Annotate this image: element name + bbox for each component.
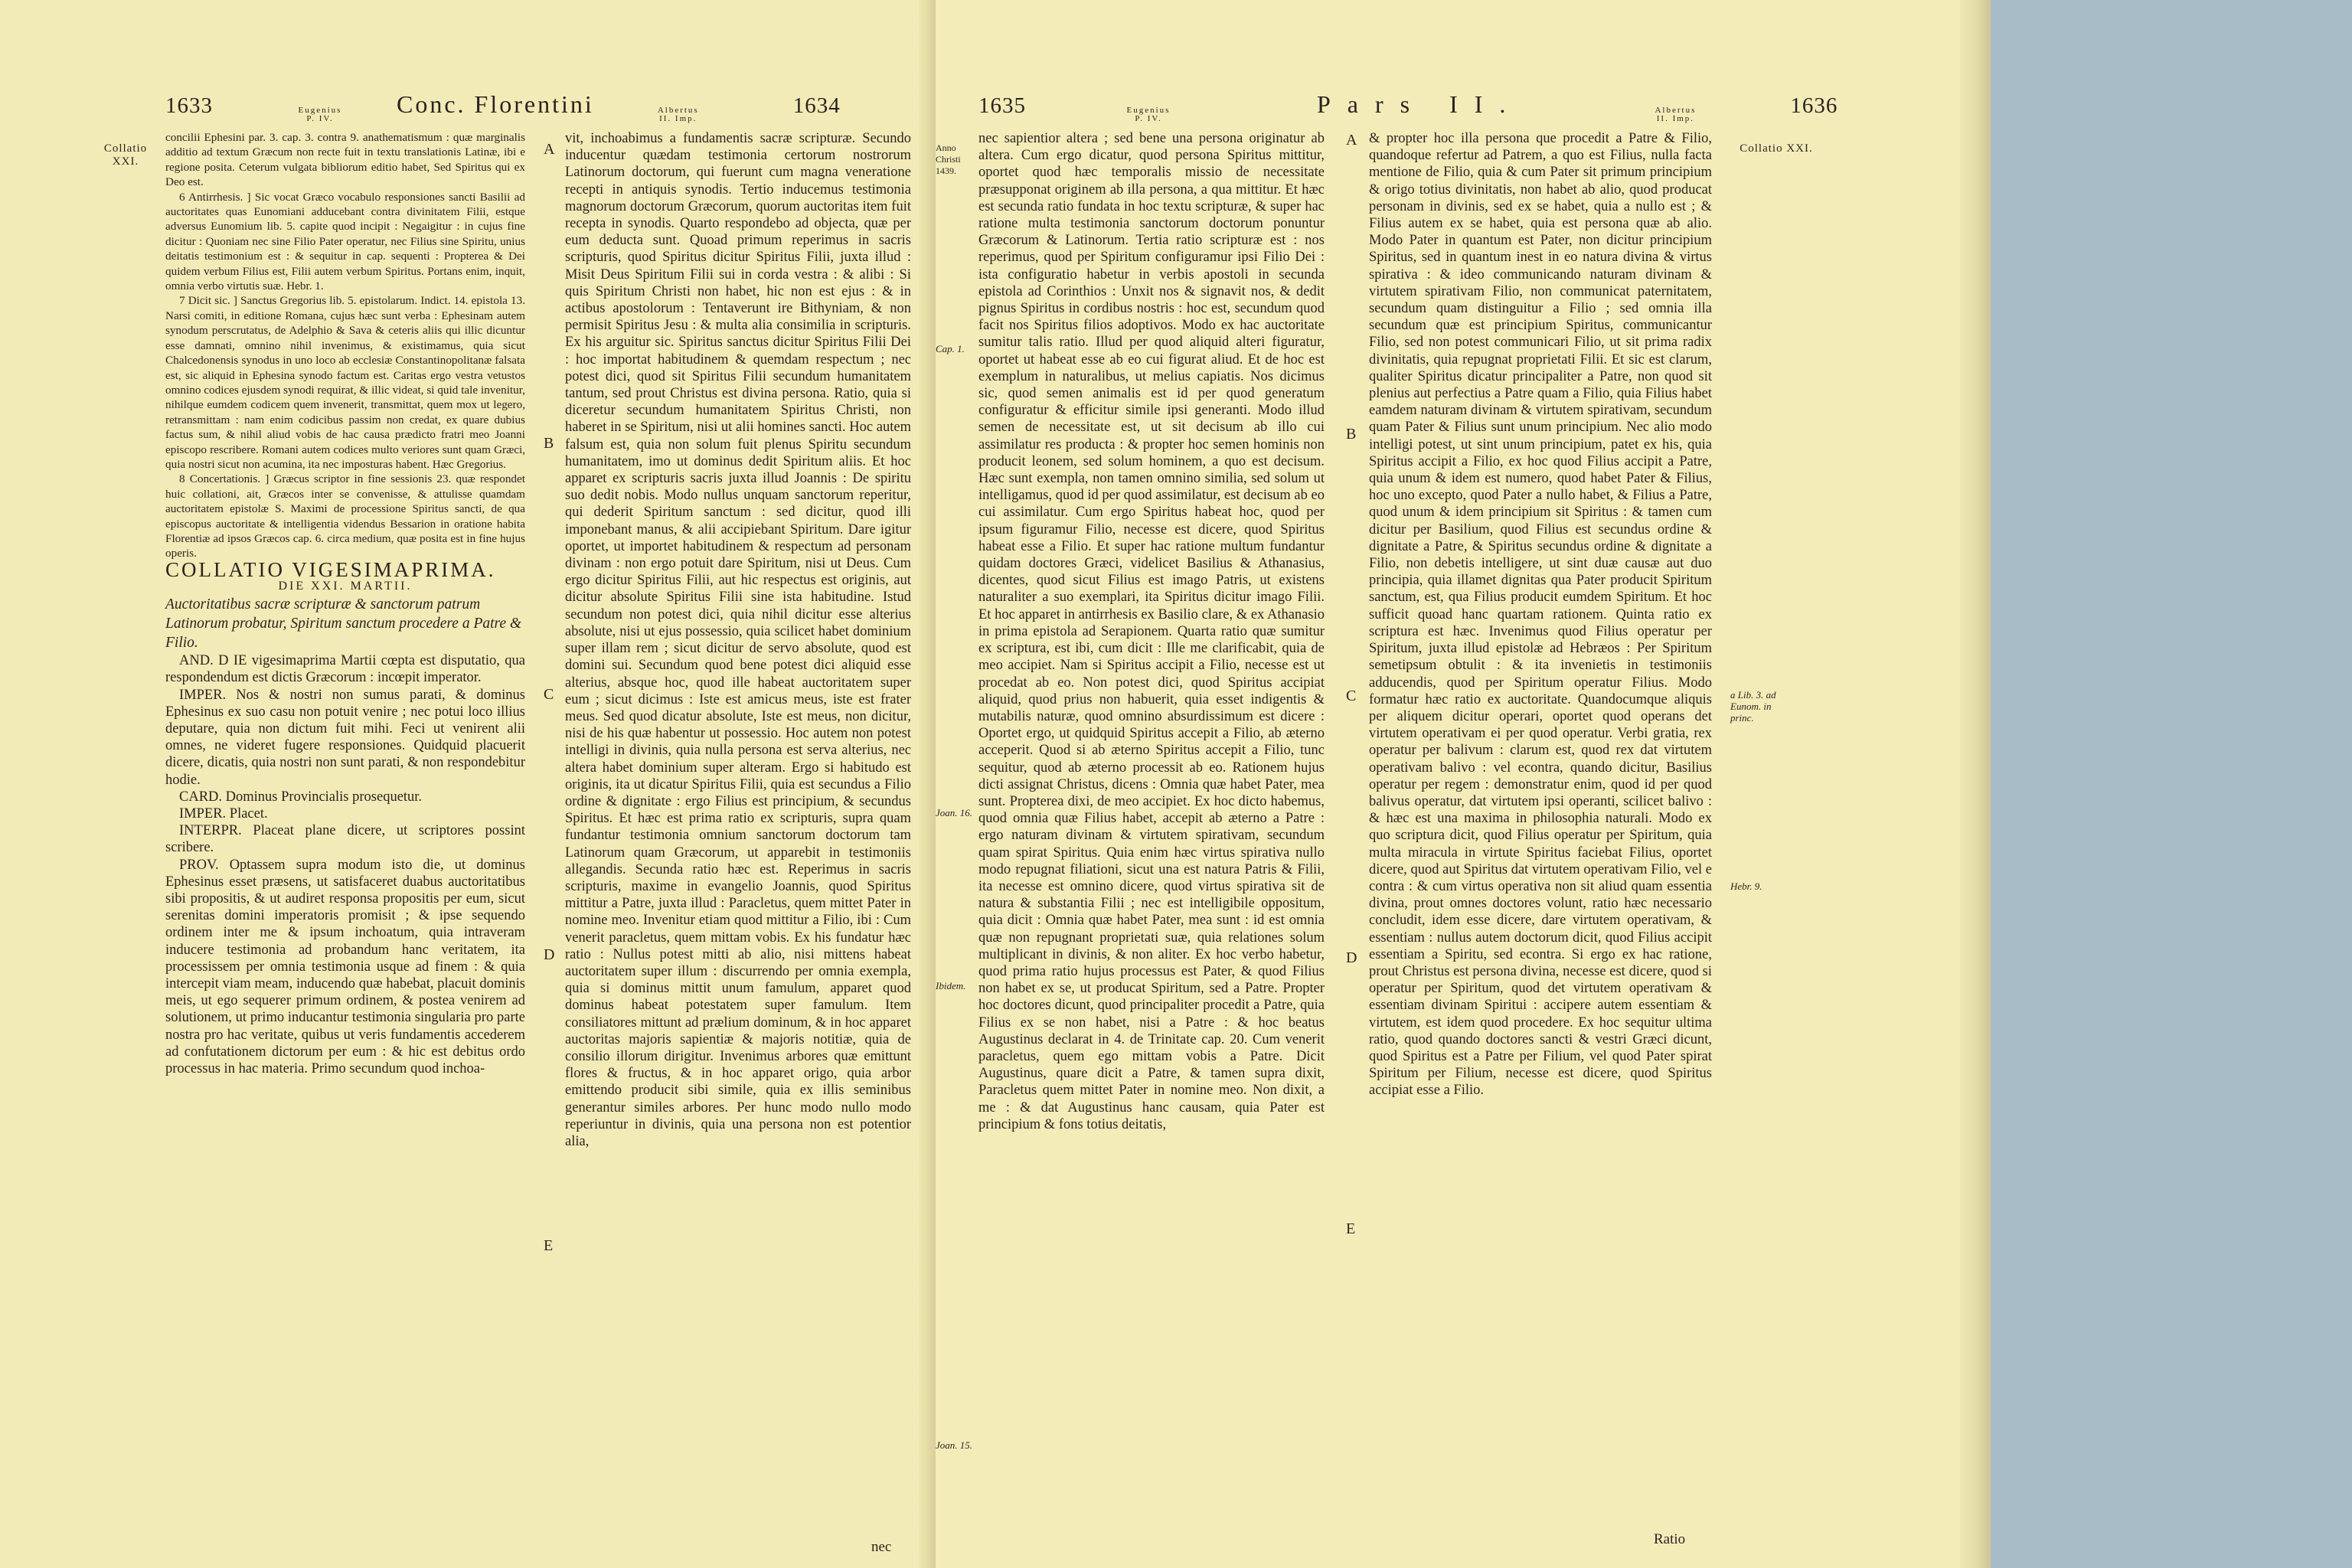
col-letter-a: A bbox=[544, 141, 555, 158]
margin-ref-joan16: Joan. 16. bbox=[936, 807, 973, 818]
page-edge bbox=[1960, 0, 1991, 1568]
margin-collatio-label-right: Collatio XXI. bbox=[1740, 142, 1813, 155]
running-head-title: Conc. Florentini bbox=[397, 90, 594, 118]
paragraph-and: AND. D IE vigesimaprima Martii cœpta est disputatio, qua respondendum est dictis Græcorum : incœpit imperator. bbox=[165, 653, 525, 686]
footnote-8: 8 Concertationis. ] Græcus scriptor in fine sessionis 23. quæ respondet huic collationi, ait, Græcos inter se convenisse, & attulisse quamdam auctoritatem epistolæ S. Maximi de processione Spiritus sancti, de qua episcopus auctoritate & intelligentia videndus Bessarion in oratione habita Florentiæ ad ipsos Græcos cap. 6. circa medium, quæ posita est in fine hujus operis. bbox=[165, 472, 525, 560]
col-letter-c-right: C bbox=[1346, 688, 1357, 704]
catchword-right: Ratio bbox=[1654, 1531, 1686, 1547]
left-running-head bbox=[165, 90, 841, 123]
margin-ref-hebr9: Hebr. 9. bbox=[1730, 880, 1762, 892]
running-head-emperor: Albertus II. Imp. bbox=[657, 106, 699, 123]
margin-ref-cap1: Cap. 1. bbox=[936, 343, 965, 354]
paragraph-prov: PROV. Optassem supra modum isto die, ut dominus Ephesinus esset præsens, ut satisfaceret duabus auctoritatibus sibi propositis, & ut audiret responsa propositis per eum, sicut serenitas domini imperatoris promisit ; & ipse sequendo ordinem inter me & ipsum inchoatum, quia intraveram inducere testimonia ad probandum hanc veritatem, ita processissem per omnia testimonia usque ad finem : & quia intercepit viam meam, inducendo quæ habebat, placuit dominis meis, ut ego sequerer primum ordinem, & postea venirem ad solutionem, ut primo inducantur testimonia singularia pro parte nostra pro hac veritate, quibus ut veris fundamentis accederem ad confutationem dictorum per eum : & hic est debitus ordo processus in hac materia. Primo secundum quod inchoa- bbox=[165, 857, 525, 1077]
catchword-left: nec bbox=[871, 1539, 892, 1555]
page-number-1636: 1636 bbox=[1790, 93, 1838, 118]
margin-anno-christi: Anno Christi 1439. bbox=[936, 142, 961, 176]
col-letter-b-right: B bbox=[1346, 426, 1357, 443]
col-letter-d-right: D bbox=[1346, 949, 1357, 966]
paragraph-imper-2: IMPER. Placet. bbox=[179, 806, 268, 822]
running-head-emperor-right: Albertus II. Imp. bbox=[1655, 106, 1697, 123]
right-page bbox=[936, 0, 1977, 1568]
page-number-1635: 1635 bbox=[978, 93, 1026, 118]
paragraph-col2: vit, inchoabimus a fundamentis sacræ scripturæ. Secundo inducentur quædam testimonia certorum nostrorum Latinorum doctorum, qui fuerunt cum magna veneratione recepti in antiquis synodis. Tertio inducemus testimonia magnorum doctorum Græcorum, quorum auctoritas item fuit recepta in synodis. Quarto respondebo ad objecta, quæ per eum deducta sunt. Quoad primum reperimus in sacris scripturis, quod Spiritus dicitur Spiritus Filii, juxta illud : Misit Deus Spiritum Filii sui in corda vestra : & alibi : Si quis Spiritum Christi non habet, hic non est ejus : & in actibus apostolorum : Tentaverunt ire Bithyniam, & non permisit Spiritus Jesu : & multa alia consimilia in scripturis. Ex his arguitur sic. Spiritus sanctus dicitur Spiritus Filii Dei : hoc importat habitudinem & quemdam respectum ; nec potest dici, quod sit Spiritus Filii secundum humanitatem tantum, sed prout Christus est divina persona. Ratio, quia si diceretur secundum humanitatem Spiritus Christi, non haberet in se Spiritum, nisi ut alii homines sancti. Hoc autem falsum est, quia non solum fuit plenus Spiritu secundum humanitatem, imo ut dominus dedit Spiritum aliis. Et hoc apparet ex scripturis sacris juxta illud Joannis : De spiritu suo dedit nobis. Modo nullus unquam sanctorum reperitur, qui dederit Spiritum sanctum : sed dicitur, quod illi imponebant manus, & alii accipiebant Spiritum. Dare igitur oportet, ut importet habitudinem & respectum ad personam divinam : non ergo potuit dare Spiritum, nisi ut Deus. Cum ergo dicitur Spiritus Filii, aut hic respectus est originis, aut dicitur absolute Spiritus Filii sine ista habitudine. Istud secundum non potest dici, quia nihil dicitur esse alterius absolute, nisi ut ejus possessio, quia scilicet habet dominium super illam rem ; sicut dicitur de servo absolute, quod est domini sui. Secundum quod bene potest dici aliquid esse alterius, absque hoc, quod ille habeat auctoritatem super eum ; sicut dicimus : Iste est amicus meus, iste est frater meus. Sed quod dicatur absolute, Iste est meus, non dicitur, nisi de his quæ habentur ut possessio. Hoc autem non potest intelligi in divinis, quia nulla persona est serva alterius, nec altera habet dominium super alteram. Ergo si habitudo est originis, ita ut dicatur Spiritus Filii, quia est secundus a Filio ordine & dignitate : ergo Filius est principium, & secundus Spiritus. Et hæc est prima ratio ex scripturis, supra quam fundantur testimonia omnium sanctorum doctorum tam Latinorum quam Græcorum, ut apparebit in testimoniis allegandis. Secunda ratio hæc est. Reperimus in sacris scripturis, maxime in evangelio Joannis, quod Spiritus mittitur a Patre, juxta illud : Paracletus, quem mittet Pater in nomine meo. Invenitur etiam quod mittitur a Filio, ibi : Cum venerit paracletus, quem mittam vobis. Ex his fundatur hæc ratio : Nullus potest mitti ab alio, nisi mittens habeat auctoritatem super illum : discurrendo per omnia exempla, quia si dominus mittit unum famulum, apparet quod dominus habeat potestatem super famulum. Item consiliatores mittunt ad prælium dominum, & in hoc apparet auctoritas majoris sapientiæ & majoris notitiæ, quia de consilio illorum dirigitur. Invenimus arbores quæ emittunt flores & fructus, & in hoc apparet origo, quia arbor emittendo producit sibi simile, quia ex illis seminibus generantur similes arbores. Per hunc modo nullo modo reperiuntur in divinis, quia una persona non est potentior alia, bbox=[565, 131, 911, 1149]
running-head-pope: Eugenius P. IV. bbox=[298, 106, 342, 123]
running-head-title-right: Pars II. bbox=[1317, 90, 1523, 118]
left-page bbox=[0, 0, 942, 1568]
paragraph-right-col2: & propter hoc illa persona que procedit a Patre & Filio, quandoque refertur ad Patrem, a quo est Filius, nulla facta mentione de Filio, quia & cum Pater sit primum principium & origo totius divinitatis, non habet ab alio, quod producat personam in divinis, sed ex se habet, quia a nullo est ; & Filius autem ex se habet, quia est persona quæ ab alio. Modo Pater in quantum est Pater, non dicitur principium Spiritus, sed in quantum inest in eo natura divina & virtus spirativa : & ideo communicando naturam divinam & virtutem spirativam Filio, non communicat paternitatem, secundum quam distinguitur a Filio ; sed omnia illa secundum quæ est principium Spiritus, communicantur Filio, sed non potest communicari Filio, ut sit prima radix divinitatis, quia repugnat proprietati Filii. Et sic est clarum, qualiter Spiritus dicatur principaliter a Patre, non quod sit plenius aut perfectius a Patre quam a Filio, quia Filius habet eamdem naturam divinam & virtutem spirativam, secundum quam Pater & Filius sunt unum principium. Nec alio modo intelligi potest, ut sint unum principium, patet ex his, quia Spiritus accipit a Filio, ex hoc quod Filius accipit a Patre, quia unum & idem est numero, quod habet Pater & Filius, hoc uno excepto, quod Pater a nullo habet, & Filius a Patre, quod unum & idem principium sit Spiritus : & tamen cum dicitur per Basilium, quod Filius est secundus ordine & dignitate a Patre, & Spiritus secundus ordine & dignitate a Filio, non debetis intelligere, ut sint duæ causæ aut duo principia, quia illamet dignitas qua Pater producit Spiritum sanctum, est, qua Filius producit eumdem Spiritum. Et hoc sufficit quoad hanc quartam rationem. Quinta ratio ex scriptura est hæc. Invenimus quod Filius operatur per Spiritum, juxta illud epistolæ ad Hebræos : Per Spiritum semetipsum obtulit : & ita invenietis in testimoniis adducendis, quod per Spiritum operatur Filius. Modo formatur hæc ratio ex auctoritate. Quandocumque aliquis per aliquem dicitur operari, oportet quod operans det virtutem operativam ei per quod operatur. Verbi gratia, rex operatur per balivum : clarum est, quod rex dat virtutem operativam balivo : vel econtra, quando dicitur, Basilius operatur per regem : demonstratur enim, quod id per quod balivus operatur, dat virtutem ipsi operanti, scilicet balivo : & hæc est una maxima in philosophia naturali. Modo ex quo scriptura dicit, quod Filius operatur per Spiritum, quia multa miracula in virtute Spiritus faciebat Filius, oportet dicere, quod aut Spiritus dat virtutem operativam Filio, vel e contra : & cum virtus operativa non sit aliud quam essentia divina, prout omnes doctores volunt, ratio hæc necessario concludit, idem esse dicere, dare virtutem operativam, & essentiam : nullus autem doctorum dicit, quod Filius accipit essentiam a Spiritu, sed econtra. Si ergo ex hac ratione, prout Christus est persona divina, necesse est dicere, quod si operatur per Spiritum, quod det virtutem operativam & essentiam divinam Spiritui : accipere autem essentiam & virtutem, est idem quod procedere. Ex hoc sequitur ultima ratio, quod quando doctores sancti & vestri Græci dicunt, quod Spiritus est a Patre per Filium, vel quod Pater spirat Spiritum per Filium, necesse est dicere, quod Spiritus accipiat esse a Filio. bbox=[1369, 131, 1712, 1099]
col-letter-c: C bbox=[544, 686, 554, 703]
col-letter-b: B bbox=[544, 435, 554, 452]
paragraph-card: CARD. Dominus Provincialis prosequetur. bbox=[179, 789, 423, 805]
section-date: DIE XXI. MARTII. bbox=[278, 579, 413, 593]
page-number-1633: 1633 bbox=[165, 93, 213, 118]
page-number-1634: 1634 bbox=[792, 93, 841, 118]
left-column-2 bbox=[565, 130, 911, 1150]
background-scanner-bed bbox=[1991, 0, 2352, 1568]
margin-ref-joan15: Joan. 15. bbox=[936, 1439, 973, 1451]
footnote-5: concilii Ephesini par. 3. cap. 3. contra 9. anathematismum : quæ marginalis additio ad textum Græcum non recte fuit in textu translationis Latinæ, ibi e regione posita. Ceterum vulgata bibliorum editio habet, Sed Spiritus qui ex Deo est. bbox=[165, 131, 525, 189]
right-running-head bbox=[978, 90, 1838, 123]
paragraph-imper-1: IMPER. Nos & nostri non sumus parati, & dominus Ephesinus ex suo casu non potuit venire ; nec potui loco illius deputare, quia non dictum fuit mihi. Feci ut venirent alii omnes, ne videret fugere responsiones. Quidquid placuerit dicere, dicatis, quia nostri non sunt parati, & non respondebitur hodie. bbox=[165, 687, 525, 788]
paragraph-interpr: INTERPR. Placeat plane dicere, ut scriptores possint scribere. bbox=[165, 823, 525, 856]
right-column-1 bbox=[978, 130, 1325, 1133]
margin-ref-ibidem: Ibidem. bbox=[936, 980, 966, 991]
left-column-1 bbox=[165, 130, 525, 1077]
margin-ref-lib3: a Lib. 3. ad Eunom. in princ. bbox=[1730, 689, 1776, 724]
margin-collatio-label: Collatio XXI. bbox=[103, 142, 148, 168]
right-column-2 bbox=[1369, 130, 1712, 1099]
col-letter-e: E bbox=[544, 1237, 554, 1254]
section-heading: COLLATIO VIGESIMAPRIMA. bbox=[165, 557, 496, 581]
col-letter-e-right: E bbox=[1346, 1220, 1356, 1237]
paragraph-right-col1: nec sapientior altera ; sed bene una persona originatur ab altera. Cum ergo dicatur, quod persona Spiritus mittitur, oportet quod hæc temporalis missio de necessitate præsupponat originem ab illa persona, a qua mittitur. Et hæc est secunda ratio fundata in hoc textu scripturæ, & super hac ratione multa testimonia sanctorum doctorum ponuntur Græcorum & Latinorum. Tertia ratio scripturæ est : nos reperimus, quod per Spiritum configuramur ipsi Filio Dei : ista configuratio habetur in verbis apostoli in secunda epistola ad Corinthios : Unxit nos & signavit nos, & dedit pignus Spiritus in cordibus nostris : hoc est, secundum quod facit nos Spiritus filios adoptivos. Modo ex hac auctoritate sumitur talis ratio. Illud per quod aliquid alteri figuratur, oportet ut habeat esse ab eo cui figurat aliud. Et de hoc est exemplum in naturalibus, ut melius capiatis. Nos dicimus sic, quod semen animalis est id per quod generatum configuratur & efficitur simile ipsi generanti. Modo illud semen de necessitate est, ut sit decisum ab illo cui assimilatur res producta : & propter hoc semen hominis non producit leonem, sed solum hominem, a quo est decisum. Hæc sunt exempla, non tamen omnino similia, sed solum ut intelligamus, quod id per quod assimilatur, est decisum ab eo cui assimilatur. Cum ergo Spiritus habeat hoc, quod per ipsum figuramur Filio, necesse est dicere, quod Spiritus habeat esse a Filio. Et super hac ratione multum fundantur quidam doctores Græci, videlicet Basilius & Athanasius, dicentes, quod sicut Filius est imago Patris, ut existens naturaliter a suo exemplari, ita Spiritus dicitur imago Filii. Et hoc apparet in antirrhesis ex Basilio clare, & ex Athanasio in prima epistola ad Serapionem. Quarta ratio quæ sumitur ex scriptura, est ibi, cum dicit : Ille me clarificabit, quia de meo accipiet. Nam si Spiritus accipit a Filio, necesse est ut procedat ab eo. Non potest dici, quod Spiritus accipiat aliquid, quod prius non habuerit, quia esset indigentis & mutabilis naturæ, quod omnino absurdissimum est dicere : Oportet ergo, ut quidquid Spiritus accepit a Filio, ab æterno acceperit. Quod si ab æterno Spiritus accepit a Filio, tunc sequitur, quod ab æterno processit ab eo. Rationem hujus dicti assignat Christus, dicens : Omnia quæ habet Pater, mea sunt. Propterea dixi, de meo accipiet. Ex hoc dicto habemus, quod omnia quæ Filius habet, accepit ab æterno a Patre : ergo naturam divinam & virtutem spirativam, secundum quam spirat Spiritus. Quia enim hæc virtus spirativa nullo modo repugnat filiationi, sicut una est natura Patris & Filii, ita necesse est omnino dicere, quod virtus spirativa sit de natura & substantia Filii ; nec est intelligibile oppositum, quia dicit : Omnia quæ habet Pater, mea sunt : id est omnia quæ non repugnant proprietati suæ, quia relationes solum multiplicant in divinis, & non aliter. Ex hoc verbo habetur, quod prima ratio hujus processus est Pater, & quod Filius non habet ex se, ut producat Spiritum, sed a Patre. Propter hoc doctores dicunt, quod principaliter procedit a Patre, quia Filius ex se non habet, nisi a Patre : & hoc beatus Augustinus declarat in 4. de Trinitate cap. 20. Cum venerit paracletus, quem ego mittam vobis a Patre. Dicit Augustinus, quare dicit a Patre, & tamen supra dixit, Paracletus quem mittet Pater in nomine meo. Non dixit, a me : & dat Augustinus hanc causam, quia Pater est principium & fons totius deitatis, bbox=[978, 131, 1325, 1132]
running-head-pope-right: Eugenius P. IV. bbox=[1126, 106, 1171, 123]
col-letter-d: D bbox=[544, 946, 555, 963]
section-summary: Auctoritatibus sacræ scripturæ & sanctorum patrum Latinorum probatur, Spiritum sanctum procedere a Patre & Filio. bbox=[165, 596, 522, 652]
footnote-7: 7 Dicit sic. ] Sanctus Gregorius lib. 5. epistolarum. Indict. 14. epistola 13. Narsi comiti, in editione Romana, cujus hæc sunt verba : Ephesinam autem synodum perscrutatus, de Adelphio & Sava & ceteris aliis qui illic dicuntur esse damnati, omnino nihil invenimus, & existimamus, quia sicut Chalcedonensis synodus in uno loco ab ecclesiæ Constantinopolitanæ falsata est, sic aliquid in Ephesina synodo factum est. Caritas ergo vestra vetustos omnino codices ejusdem synodi requirat, & illic videat, si quid tale invenitur, nihilque eumdem codicem quem invenerit, transmittat, quem mox ut legero, retransmittam : nam enim codicibus passim non credat, ex quare dubius factus sum, & nihil aliud vobis de hac causa prædicto fratri meo Joanni episcopo rescribere. Romani autem codices multo veriores sunt quam Græci, quia nostri sicut non acumina, ita nec imposturas habent. Hæc Gregorius. bbox=[165, 294, 525, 471]
footnote-6: 6 Antirrhesis. ] Sic vocat Græco vocabulo responsiones sancti Basilii ad auctoritates quas Eunomiani adducebant contra divinitatem Filii, estque adversus Eunomium lib. 5. capite quod incipit : Negaigitur : in cujus fine dicitur : Quoniam nec sine Filio Pater operatur, nec Filius sine Spiritu, unius deitatis testimonium est : & sequitur in cap. sequenti : Propterea & Dei quidem verbum Filius est, Filii autem verbum Spiritus. Portans enim, inquit, omnia verbo virtutis suæ. Hebr. 1. bbox=[165, 190, 525, 293]
col-letter-a-right: A bbox=[1346, 132, 1357, 149]
